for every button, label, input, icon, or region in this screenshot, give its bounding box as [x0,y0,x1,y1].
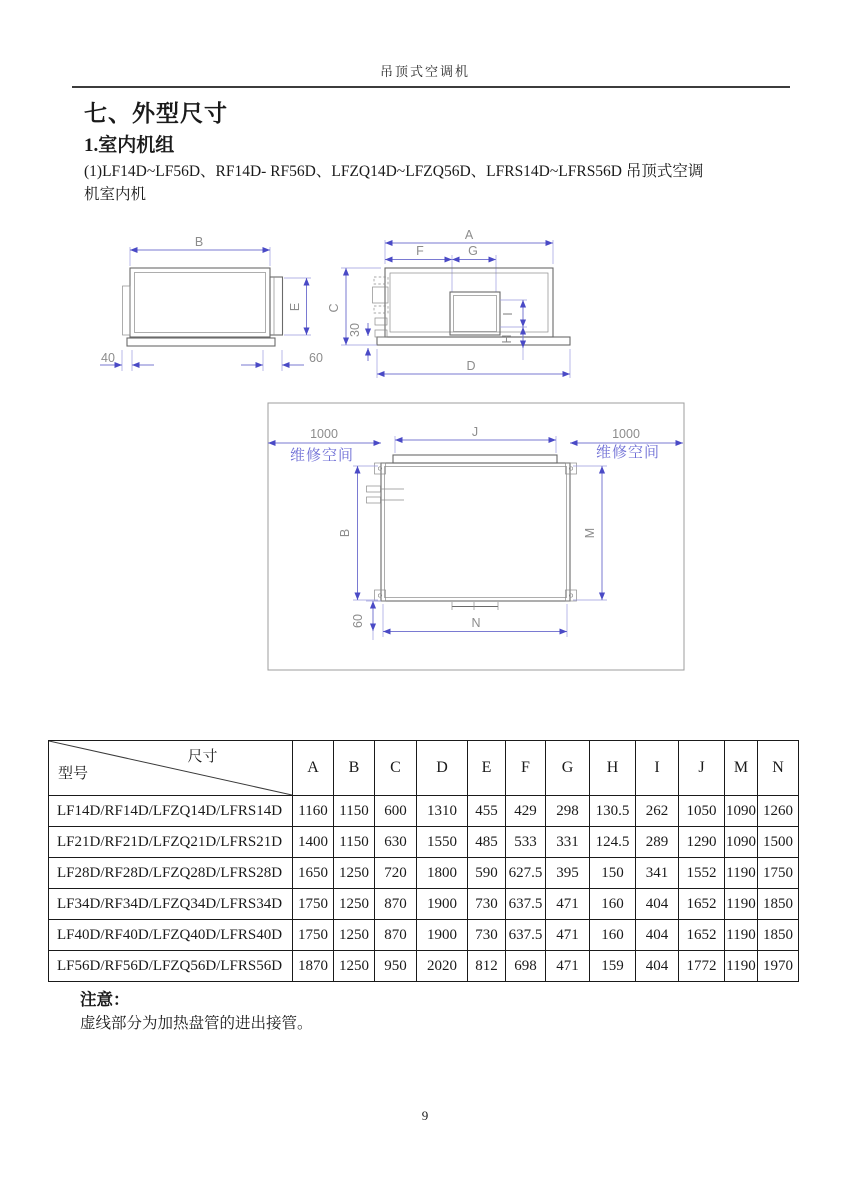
dim-label-n: N [471,616,481,630]
value-cell: 1090 [725,827,758,858]
value-cell: 600 [375,796,417,827]
section-title: 七、外型尺寸 [84,101,228,126]
value-cell: 1550 [417,827,468,858]
table-row [49,796,799,827]
table-row [49,920,799,951]
value-cell: 471 [546,951,590,982]
value-cell: 1190 [725,858,758,889]
value-cell: 1970 [758,951,799,982]
value-cell: 471 [546,920,590,951]
column-header-c: C [375,741,417,796]
value-cell: 1772 [679,951,725,982]
value-cell: 950 [375,951,417,982]
model-cell: LF21D/RF21D/LFZQ21D/LFRS21D [49,827,293,858]
value-cell: 1400 [293,827,334,858]
value-cell: 1050 [679,796,725,827]
service-space-label-left: 维修空间 [289,447,355,464]
dimension-drawings [0,200,850,680]
column-header-j: J [679,741,725,796]
dim-label-b-top: B [338,528,352,538]
value-cell: 1190 [725,951,758,982]
column-header-n: N [758,741,799,796]
value-cell: 1652 [679,889,725,920]
header-rule [72,86,790,88]
column-header-f: F [506,741,546,796]
value-cell: 471 [546,889,590,920]
note-label: 注意： [80,990,130,1009]
value-cell: 1250 [334,920,375,951]
value-cell: 870 [375,920,417,951]
table-row [49,827,799,858]
dimensions-table [48,740,799,982]
value-cell: 1150 [334,827,375,858]
value-cell: 289 [636,827,679,858]
value-cell: 1250 [334,951,375,982]
value-cell: 1650 [293,858,334,889]
table-row [49,858,799,889]
front-view-drawing [327,228,570,378]
value-cell: 1900 [417,920,468,951]
value-cell: 150 [590,858,636,889]
dim-label-b-side: B [194,235,204,249]
dim-label-60-side: 60 [309,351,323,365]
dim-label-60-top: 60 [351,614,365,628]
value-cell: 341 [636,858,679,889]
value-cell: 1260 [758,796,799,827]
dim-label-h: H [500,334,514,344]
value-cell: 404 [636,920,679,951]
value-cell: 1190 [725,889,758,920]
value-cell: 637.5 [506,889,546,920]
value-cell: 455 [468,796,506,827]
value-cell: 533 [506,827,546,858]
value-cell: 1250 [334,858,375,889]
column-header-d: D [417,741,468,796]
value-cell: 2020 [417,951,468,982]
corner-label-dimension: 尺寸 [187,749,218,765]
value-cell: 1850 [758,920,799,951]
model-cell: LF28D/RF28D/LFZQ28D/LFRS28D [49,858,293,889]
dim-label-a: A [464,228,474,242]
value-cell: 637.5 [506,920,546,951]
value-cell: 1800 [417,858,468,889]
model-cell: LF56D/RF56D/LFZQ56D/LFRS56D [49,951,293,982]
value-cell: 1750 [293,920,334,951]
side-view-drawing [100,235,323,371]
value-cell: 331 [546,827,590,858]
value-cell: 130.5 [590,796,636,827]
column-header-i: I [636,741,679,796]
top-view-drawing [268,403,684,670]
section-subtitle: 1.室内机组 [84,135,175,156]
dim-label-j: J [471,425,479,439]
dim-label-i: I [501,312,515,316]
table-header-row [49,741,799,796]
value-cell: 1750 [758,858,799,889]
value-cell: 395 [546,858,590,889]
page-number: 9 [421,1108,429,1123]
value-cell: 1750 [293,889,334,920]
value-cell: 159 [590,951,636,982]
value-cell: 160 [590,889,636,920]
value-cell: 1190 [725,920,758,951]
value-cell: 160 [590,920,636,951]
table-corner-cell [49,741,293,796]
value-cell: 485 [468,827,506,858]
dim-label-m: M [583,527,597,539]
service-space-label-right: 维修空间 [595,444,661,461]
value-cell: 298 [546,796,590,827]
intro-line-2: 机室内机 [84,186,147,203]
corner-label-model: 型号 [58,766,89,782]
intro-line-1: (1)LF14D~LF56D、RF14D- RF56D、LFZQ14D~LFZQ56D、LFRS14D~LFRS56D 吊顶式空调 [84,163,704,180]
value-cell: 1090 [725,796,758,827]
dim-label-f: F [416,244,424,258]
model-cell: LF14D/RF14D/LFZQ14D/LFRS14D [49,796,293,827]
column-header-h: H [590,741,636,796]
value-cell: 1500 [758,827,799,858]
column-header-a: A [293,741,334,796]
value-cell: 730 [468,889,506,920]
value-cell: 730 [468,920,506,951]
column-header-e: E [468,741,506,796]
value-cell: 1150 [334,796,375,827]
value-cell: 812 [468,951,506,982]
note-text: 虚线部分为加热盘管的进出接管。 [80,1015,313,1032]
value-cell: 1850 [758,889,799,920]
dim-label-1000-right: 1000 [612,427,640,441]
dim-label-g: G [468,244,478,258]
value-cell: 1900 [417,889,468,920]
header-title: 吊顶式空调机 [379,64,470,79]
value-cell: 1290 [679,827,725,858]
dim-label-30: 30 [348,323,362,337]
value-cell: 1310 [417,796,468,827]
value-cell: 698 [506,951,546,982]
value-cell: 720 [375,858,417,889]
value-cell: 1870 [293,951,334,982]
column-header-b: B [334,741,375,796]
value-cell: 590 [468,858,506,889]
value-cell: 1552 [679,858,725,889]
dim-label-c: C [327,303,341,313]
value-cell: 1160 [293,796,334,827]
dim-label-e: E [288,302,302,312]
dim-label-1000-left: 1000 [310,427,338,441]
value-cell: 870 [375,889,417,920]
value-cell: 1250 [334,889,375,920]
value-cell: 429 [506,796,546,827]
model-cell: LF34D/RF34D/LFZQ34D/LFRS34D [49,889,293,920]
value-cell: 404 [636,889,679,920]
dim-label-40: 40 [101,351,115,365]
table-row [49,951,799,982]
model-cell: LF40D/RF40D/LFZQ40D/LFRS40D [49,920,293,951]
value-cell: 627.5 [506,858,546,889]
dim-label-d: D [466,359,476,373]
value-cell: 404 [636,951,679,982]
value-cell: 262 [636,796,679,827]
column-header-g: G [546,741,590,796]
value-cell: 1652 [679,920,725,951]
value-cell: 124.5 [590,827,636,858]
column-header-m: M [725,741,758,796]
value-cell: 630 [375,827,417,858]
table-row [49,889,799,920]
